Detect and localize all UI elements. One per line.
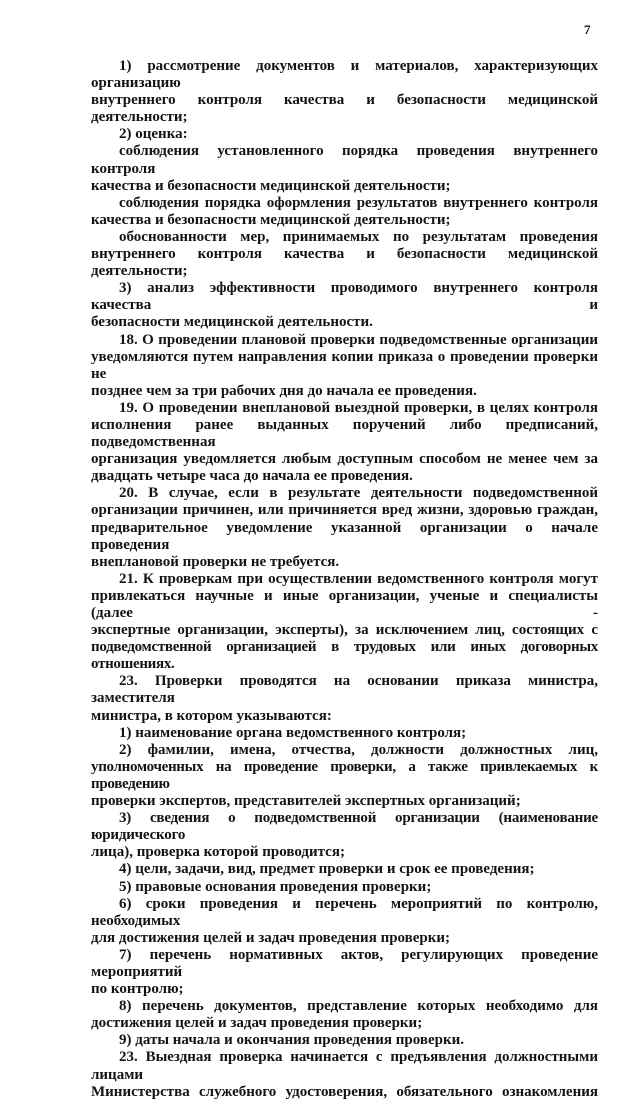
line-33: 3) сведения о подведомственной организации (наименование юридического (91, 810, 598, 844)
line-40: по контролю; (91, 981, 184, 998)
line-41: 8) перечень документов, представление которых необходимо для (119, 998, 598, 1015)
line-6: соблюдения порядка оформления результатов внутреннего контроля (119, 194, 598, 211)
line-25: экспертные организации, эксперты), за исключением лиц, состоящих с (91, 622, 598, 639)
line-16: исполнения ранее выданных поручений либо предписаний, подведомственная (91, 416, 598, 451)
line-36: 5) правовые основания проведения проверки; (119, 878, 432, 895)
line-26: подведомственной организацией в трудовых или иных договорных отношениях. (91, 639, 598, 673)
line-19: 20. В случае, если в результате деятельности подведомственной (119, 485, 598, 502)
line-21: предварительное уведомление указанной организации о начале проведения (91, 519, 598, 553)
line-14: позднее чем за три рабочих дня до начала ее проведения. (91, 382, 477, 399)
line-31: уполномоченных на проведение проверки, а также привлекаемых к проведению (91, 758, 598, 792)
line-45: Министерства служебного удостоверения, обязательного ознакомления (91, 1083, 598, 1100)
line-32: проверки экспертов, представителей экспертных организаций; (91, 793, 521, 810)
line-4: соблюдения установленного порядка проведения внутреннего контроля (91, 143, 598, 177)
line-20: организации причинен, или причиняется вред жизни, здоровью граждан, (91, 502, 598, 519)
line-30: 2) фамилии, имена, отчества, должности должностных лиц, (119, 741, 598, 758)
line-17: организация уведомляется любым доступным способом не менее чем за (91, 451, 598, 468)
line-23: 21. К проверкам при осуществлении ведомственного контроля могут (119, 570, 598, 587)
line-3: 2) оценка: (119, 126, 188, 143)
line-22: внеплановой проверки не требуется. (91, 553, 340, 570)
line-15: 19. О проведении внеплановой выездной проверки, в целях контроля (119, 399, 598, 416)
line-38: для достижения целей и задач проведения проверки; (91, 929, 451, 946)
line-12: 18. О проведении плановой проверки подведомственные организации (119, 331, 598, 348)
line-2: внутреннего контроля качества и безопасности медицинской деятельности; (91, 92, 598, 126)
document-body (91, 58, 598, 1101)
line-35: 4) цели, задачи, вид, предмет проверки и срок ее проведения; (119, 861, 535, 878)
line-13: уведомляются путем направления копии приказа о проведении проверки не (91, 348, 598, 382)
line-29: 1) наименование органа ведомственного контроля; (119, 724, 467, 741)
line-8: обоснованности мер, принимаемых по результатам проведения (119, 228, 598, 245)
line-18: двадцать четыре часа до начала ее проведения. (91, 468, 413, 485)
line-28: министра, в котором указываются: (91, 707, 332, 724)
line-10: 3) анализ эффективности проводимого внутреннего контроля качества и (91, 280, 598, 314)
line-7: качества и безопасности медицинской деятельности; (91, 211, 451, 228)
line-24: привлекаться научные и иные организации, ученые и специалисты (далее - (91, 587, 598, 621)
line-34: лица), проверка которой проводится; (91, 844, 345, 861)
line-43: 9) даты начала и окончания проведения проверки. (119, 1032, 464, 1049)
line-1: 1) рассмотрение документов и материалов, характеризующих организацию (91, 58, 598, 92)
line-42: достижения целей и задач проведения проверки; (91, 1015, 423, 1032)
page-number: 7 (584, 22, 591, 37)
line-9: внутреннего контроля качества и безопасности медицинской деятельности; (91, 246, 598, 280)
line-37: 6) сроки проведения и перечень мероприятий по контролю, необходимых (91, 895, 598, 929)
line-27: 23. Проверки проводятся на основании приказа министра, заместителя (91, 673, 598, 707)
line-44: 23. Выездная проверка начинается с предъявления должностными лицами (91, 1049, 598, 1083)
line-39: 7) перечень нормативных актов, регулирующих проведение мероприятий (91, 946, 598, 980)
line-5: качества и безопасности медицинской деятельности; (91, 177, 451, 194)
line-11: безопасности медицинской деятельности. (91, 314, 373, 331)
